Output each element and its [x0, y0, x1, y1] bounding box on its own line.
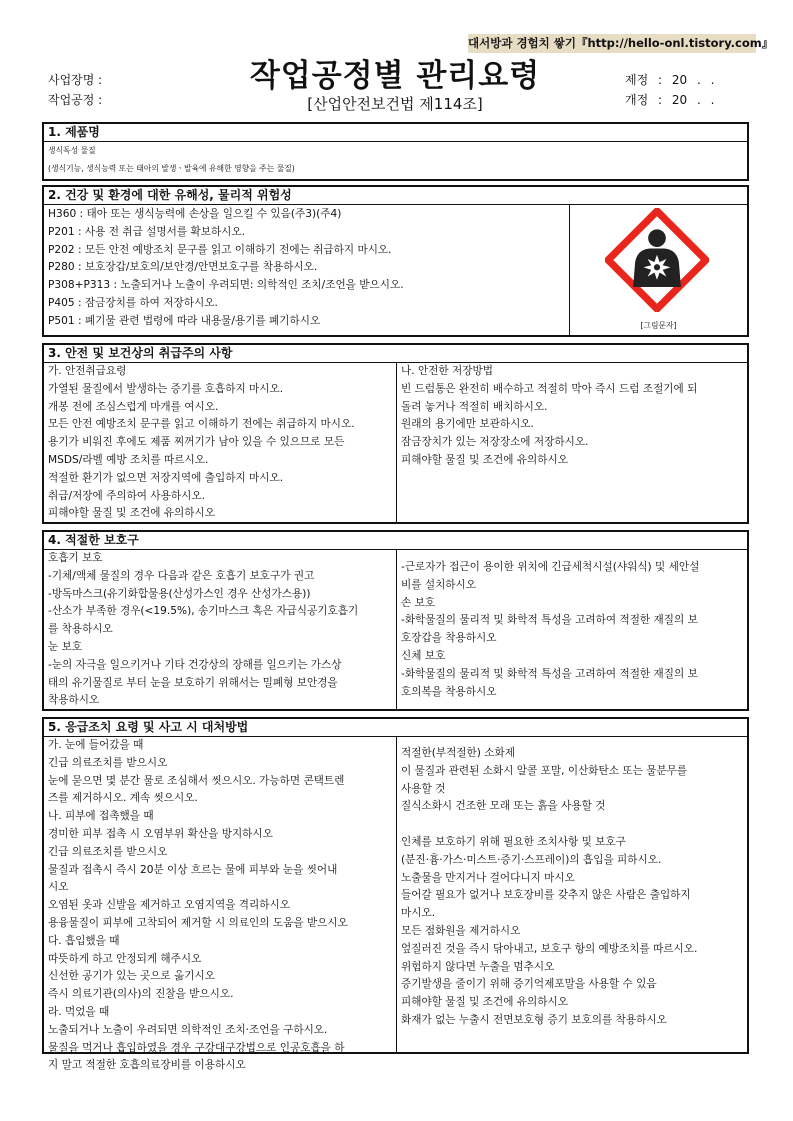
page-subtitle: [산업안전보건법 제114조] [307, 95, 483, 113]
text-line: MSDS/라벨 예방 조치를 따르시오. [48, 453, 209, 466]
pictogram-caption: [그림문자] [640, 321, 677, 330]
revised-date: 개정 : 20 . . [625, 93, 715, 107]
text-line: -눈의 자극을 일으키거나 기타 건강상의 장해를 일으키는 가스상 [48, 658, 342, 671]
text-line: 즈를 제거하시오. 계속 씻으시오. [48, 792, 198, 805]
text-line: 신체 보호 [401, 649, 446, 662]
text-line: 사용할 것 [401, 782, 446, 795]
text-line: 비를 설치하시오 [401, 578, 477, 591]
text-line: 모든 안전 예방조치 문구를 읽고 이해하기 전에는 취급하지 마시오. [48, 418, 355, 431]
section-heading: 5. 응급조치 요령 및 사고 시 대처방법 [44, 719, 747, 737]
precaution-statement: P202 : 모든 안전 예방조치 문구를 읽고 이해하기 전에는 취급하지 마시오. [48, 243, 392, 256]
text-line: 긴급 의료조치를 받으시오 [48, 845, 168, 858]
text-line: 가열된 물질에서 발생하는 증기를 호흡하지 마시오. [48, 382, 284, 395]
text-line: 라. 먹었을 때 [48, 1005, 110, 1018]
text-line: 생식독성 물질 [48, 146, 96, 155]
precaution-statement: P201 : 사용 전 취급 설명서를 확보하시오. [48, 225, 246, 238]
text-line: -기체/액체 물질의 경우 다음과 같은 호흡기 보호구가 권고 [48, 569, 315, 582]
text-line: 나. 피부에 접촉했을 때 [48, 810, 154, 823]
text-line: 시오 [48, 881, 69, 894]
text-line: 개봉 전에 조심스럽게 마개를 여시오. [48, 400, 219, 413]
text-line: 모든 점화원을 제거하시오 [401, 924, 521, 937]
text-line: 다. 흡입했을 때 [48, 934, 120, 947]
text-line: 착용하시오 [48, 694, 100, 707]
text-line: 질식소화시 건조한 모래 또는 흙을 사용할 것 [401, 800, 606, 813]
precaution-statement: P280 : 보호장갑/보호의/보안경/안면보호구를 착용하시오. [48, 261, 318, 274]
text-line: 엎질러진 것을 즉시 닦아내고, 보호구 항의 예방조치를 따르시오. [401, 942, 698, 955]
text-line: (분진·흄·가스·미스트·증기·스프레이)의 흡입을 피하시오. [401, 853, 662, 866]
text-line: 인체를 보호하기 위해 필요한 조치사항 및 보호구 [401, 835, 626, 848]
text-line: 빈 드럼통은 완전히 배수하고 적절히 막아 즉시 드럼 조절기에 되 [401, 382, 698, 395]
text-line: 증기발생을 줄이기 위해 증기억제포말을 사용할 수 있음 [401, 978, 657, 991]
text-line: (생식기능, 생식능력 또는 태아의 발생ㆍ발육에 유해한 영향을 주는 물질) [48, 163, 295, 173]
blog-banner: 대서방과 경험치 쌓기『http://hello-onl.tistory.com』 [468, 34, 756, 53]
section-heading: 3. 안전 및 보건상의 취급주의 사항 [44, 345, 747, 363]
text-line: 취급/저장에 주의하여 사용하시오. [48, 489, 205, 502]
text-line: 잠금장치가 있는 저장장소에 저장하시오. [401, 436, 589, 449]
text-line: 원래의 용기에만 보관하시오. [401, 418, 534, 431]
text-line: 호흡기 보호 [48, 552, 103, 564]
text-line: 따뜻하게 하고 안정되게 해주시오 [48, 952, 202, 965]
text-line: 돌려 놓거나 적절히 배치하시오. [401, 400, 548, 413]
hazard-statement: H360 : 태아 또는 생식능력에 손상을 일으킬 수 있음(주3)(주4) [48, 208, 342, 220]
precaution-statement: P405 : 잠금장치를 하여 저장하시오. [48, 296, 218, 309]
section-heading: 2. 건강 및 환경에 대한 유해성, 물리적 위험성 [44, 187, 747, 205]
text-line: 적절한 환기가 없으면 저장지역에 출입하지 마시오. [48, 471, 284, 484]
workplace-label: 사업장명 : [48, 73, 103, 87]
precaution-statement: P308+P313 : 노출되거나 노출이 우려되면: 의학적인 조치/조언을 받으시오. [48, 279, 404, 292]
text-line: 즉시 의료기관(의사)의 진찰을 받으시오. [48, 988, 234, 1001]
section-product-name [42, 122, 749, 181]
text-line: 오염된 옷과 신발을 제거하고 오염지역을 격리하시오 [48, 899, 290, 912]
text-line: 호의복을 착용하시오 [401, 685, 497, 698]
section-hazards [42, 185, 749, 337]
text-line: 이 물질과 관련된 소화시 알콜 포말, 이산화탄소 또는 물분무를 [401, 764, 688, 777]
text-line: 나. 안전한 저장방법 [401, 365, 493, 377]
text-line: 노출물을 만지거나 걸어다니지 마시오 [401, 871, 575, 884]
section-protective-equipment [42, 530, 749, 711]
text-line: 피해야할 물질 및 조건에 유의하시오 [401, 453, 568, 466]
process-label: 작업공정 : [48, 93, 103, 107]
text-line: -화학물질의 물리적 및 화학적 특성을 고려하여 적절한 재질의 보 [401, 614, 698, 627]
page-title: 작업공정별 관리요령 [249, 58, 541, 94]
text-line: 물질을 먹거나 흡입하였을 경우 구강대구강법으로 인공호흡을 하 [48, 1041, 345, 1054]
text-line: -방독마스크(유기화합물용(산성가스인 경우 산성가스용)) [48, 587, 311, 600]
health-hazard-icon [605, 208, 709, 312]
section-first-aid [42, 717, 749, 1072]
text-line: -산소가 부족한 경우(<19.5%), 송기마스크 혹은 자급식공기호흡기 [48, 605, 359, 618]
text-line: 지 말고 적절한 호흡의료장비를 이용하시오 [48, 1059, 246, 1072]
text-line: -화학물질의 물리적 및 화학적 특성을 고려하여 적절한 재질의 보 [401, 667, 698, 680]
text-line: 용융물질이 피부에 고착되어 제거할 시 의료인의 도움을 받으시오 [48, 916, 348, 929]
text-line: 용기가 비워진 후에도 제품 찌꺼기가 남아 있을 수 있으므로 모든 [48, 436, 345, 449]
text-line: 를 착용하시오 [48, 623, 113, 636]
section-heading: 1. 제품명 [44, 124, 747, 142]
text-line: 위험하지 않다면 누출을 멈추시오 [401, 960, 555, 973]
text-line: 신선한 공기가 있는 곳으로 옮기시오 [48, 970, 215, 983]
text-line: 노출되거나 노출이 우려되면 의학적인 조치·조언을 구하시오. [48, 1023, 328, 1036]
text-line: 마시오. [401, 907, 436, 920]
text-line: 적절한(부적절한) 소화제 [401, 747, 515, 759]
text-line: 긴급 의료조치를 받으시오 [48, 756, 168, 769]
text-line: 눈에 묻으면 몇 분간 물로 조심해서 씻으시오. 가능하면 콘택트렌 [48, 774, 345, 787]
text-line: 태의 유기물질로 부터 눈을 보호하기 위해서는 밀폐형 보안경을 [48, 676, 338, 689]
text-line: 들어갈 필요가 없거나 보호장비를 갖추지 않은 사람은 출입하지 [401, 889, 691, 902]
text-line: 가. 안전취급요령 [48, 365, 127, 377]
text-line: 화재가 없는 누출시 전면보호형 증기 보호의를 착용하시오 [401, 1013, 667, 1026]
text-line: -근로자가 접근이 용이한 위치에 긴급세척시설(샤워식) 및 세안설 [401, 561, 700, 573]
section-heading: 4. 적절한 보호구 [44, 532, 747, 550]
text-line: 물질과 접촉시 즉시 20분 이상 흐르는 물에 피부와 눈을 씻어내 [48, 863, 338, 876]
text-line: 피해야할 물질 및 조건에 유의하시오 [401, 996, 568, 1009]
text-line: 호장갑을 착용하시오 [401, 632, 497, 645]
precaution-statement: P501 : 폐기물 관련 법령에 따라 내용물/용기를 폐기하시오 [48, 314, 321, 327]
text-line: 눈 보호 [48, 640, 83, 653]
text-line: 손 보호 [401, 596, 436, 609]
section-handling [42, 343, 749, 524]
text-line: 가. 눈에 들어갔을 때 [48, 739, 144, 751]
text-line: 경미한 피부 접촉 시 오염부위 확산을 방지하시오 [48, 827, 273, 840]
text-line: 피해야할 물질 및 조건에 유의하시오 [48, 507, 215, 520]
pictogram-box [570, 205, 747, 336]
established-date: 제정 : 20 . . [625, 73, 715, 87]
